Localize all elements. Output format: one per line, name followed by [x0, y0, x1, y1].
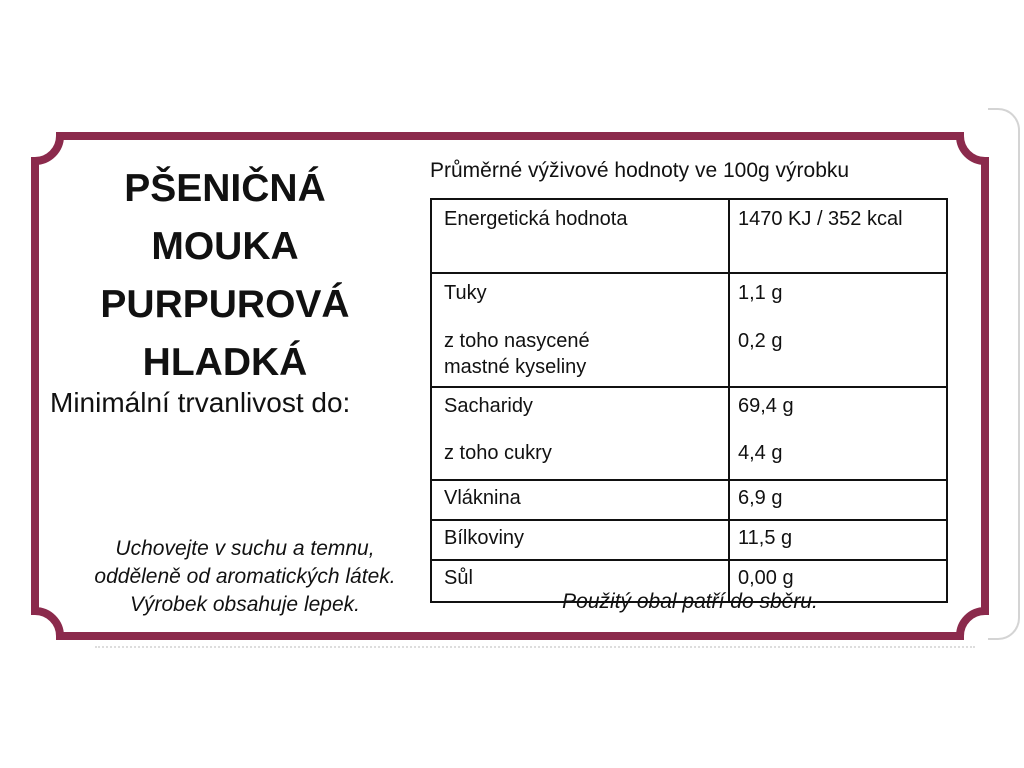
table-row	[431, 199, 947, 273]
table-row	[431, 520, 947, 560]
title-line-1: PŠENIČNÁ	[124, 167, 326, 210]
nutrient-value: 0,00 g	[729, 560, 947, 602]
nutrient-value: 69,4 g	[729, 387, 947, 435]
table-row	[431, 387, 947, 435]
storage-line-2: odděleně od aromatických látek.	[94, 565, 396, 588]
title-line-3: PURPUROVÁ	[100, 283, 350, 326]
table-row	[431, 435, 947, 480]
nutrition-heading: Průměrné výživové hodnoty ve 100g výrobku	[430, 159, 850, 182]
nutrient-value: 11,5 g	[729, 520, 947, 560]
nutrient-value: 6,9 g	[729, 480, 947, 520]
nutrient-value: 1,1 g	[729, 273, 947, 322]
nutrient-name-line-2: mastné kyseliny	[444, 356, 587, 378]
storage-line-3: Výrobek obsahuje lepek.	[130, 593, 360, 616]
label-edge-curl	[988, 108, 1020, 640]
nutrient-name: z toho cukry	[431, 435, 729, 480]
storage-line-1: Uchovejte v suchu a temnu,	[115, 537, 375, 560]
nutrition-table	[430, 198, 948, 603]
faint-print-strip	[95, 646, 975, 651]
best-before-label: Minimální trvanlivost do:	[50, 387, 351, 418]
table-row	[431, 273, 947, 322]
nutrient-name: Sacharidy	[431, 387, 729, 435]
nutrient-name: Energetická hodnota	[431, 199, 729, 273]
title-line-2: MOUKA	[151, 225, 299, 268]
title-line-4: HLADKÁ	[142, 341, 308, 384]
nutrient-value: 4,4 g	[729, 435, 947, 480]
nutrient-name	[431, 322, 729, 387]
nutrient-name: Vláknina	[431, 480, 729, 520]
nutrient-name: Sůl	[431, 560, 729, 602]
nutrient-value: 0,2 g	[729, 322, 947, 387]
nutrient-value: 1470 KJ / 352 kcal	[729, 199, 947, 273]
recycle-note: Použitý obal patří do sběru.	[562, 590, 818, 613]
product-title	[40, 160, 410, 392]
table-row	[431, 480, 947, 520]
table-row	[431, 322, 947, 387]
nutrient-name-line-1: z toho nasycené	[444, 330, 590, 352]
nutrient-name: Bílkoviny	[431, 520, 729, 560]
nutrient-name: Tuky	[431, 273, 729, 322]
storage-instructions	[40, 535, 450, 619]
